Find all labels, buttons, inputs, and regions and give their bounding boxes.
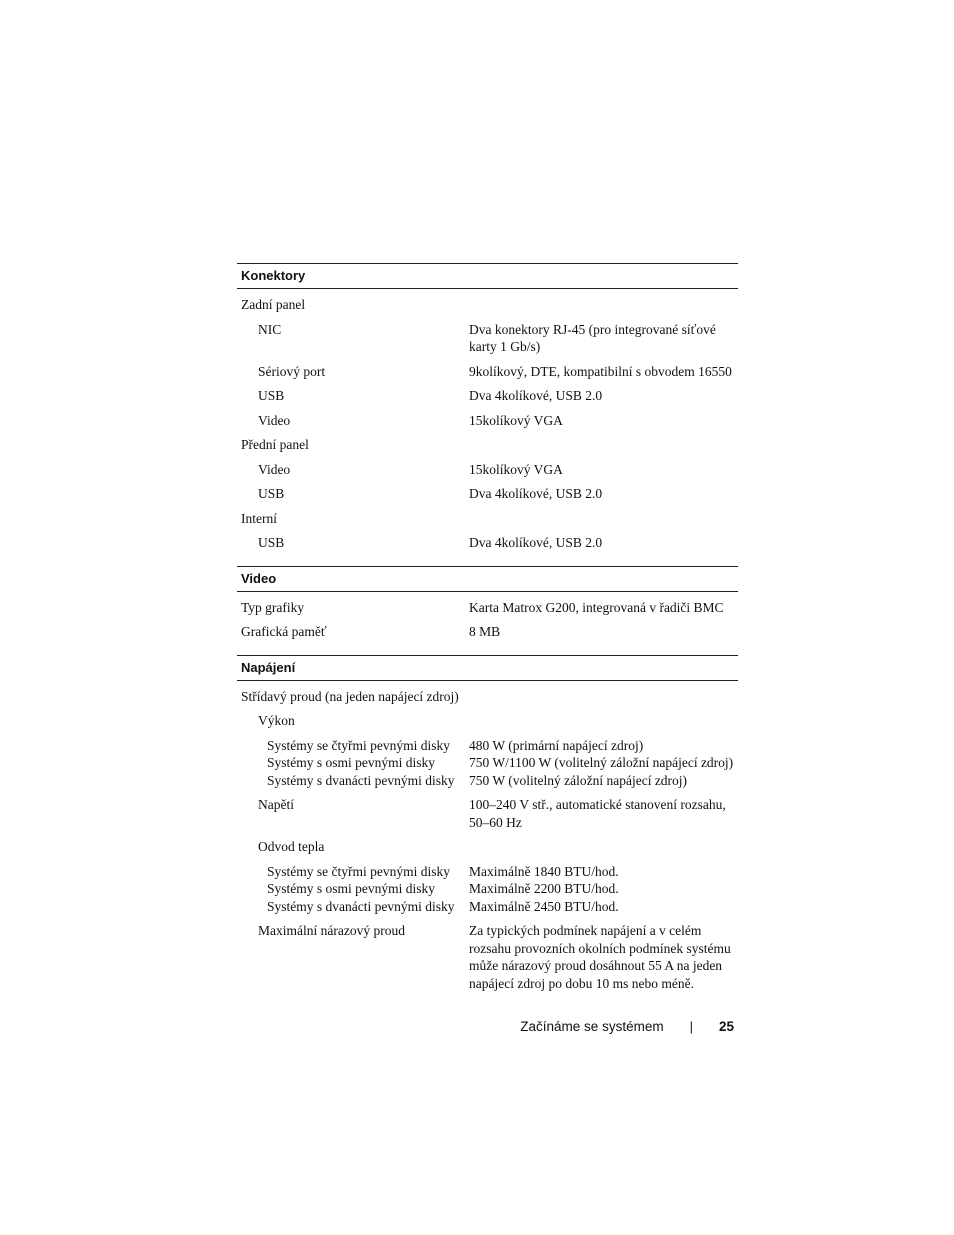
spec-row bbox=[237, 831, 738, 856]
spec-value bbox=[469, 387, 738, 405]
spec-value bbox=[469, 412, 738, 430]
spec-value-line: Dva 4kolíkové, USB 2.0 bbox=[469, 535, 603, 550]
spec-row bbox=[237, 754, 738, 772]
spec-row bbox=[237, 380, 738, 405]
spec-tables bbox=[237, 263, 738, 992]
spec-row bbox=[237, 880, 738, 898]
spec-label: NIC bbox=[258, 321, 282, 337]
spec-value-line: Maximálně 1840 BTU/hod. bbox=[469, 863, 619, 879]
spec-value bbox=[469, 772, 738, 790]
section-gap bbox=[237, 641, 738, 655]
spec-value-line: Karta Matrox G200, integrovaná v řadiči BMC bbox=[469, 599, 724, 615]
spec-label: Interní bbox=[241, 510, 277, 526]
spec-value bbox=[469, 321, 738, 356]
spec-row bbox=[237, 314, 738, 356]
spec-value bbox=[469, 436, 738, 454]
spec-value-line: Maximálně 2450 BTU/hod. bbox=[469, 898, 619, 914]
spec-value bbox=[469, 296, 738, 314]
spec-value-line: karty 1 Gb/s) bbox=[469, 339, 541, 354]
page-number: 25 bbox=[718, 1019, 734, 1034]
spec-row bbox=[237, 730, 738, 755]
spec-label: Střídavý proud (na jeden napájecí zdroj) bbox=[241, 688, 459, 704]
spec-label: Zadní panel bbox=[241, 297, 306, 312]
spec-value bbox=[469, 363, 738, 381]
spec-value bbox=[469, 796, 738, 831]
spec-row bbox=[237, 429, 738, 454]
spec-value-line: Dva konektory RJ-45 (pro integrované síťové bbox=[469, 321, 716, 337]
spec-row bbox=[237, 705, 738, 730]
spec-label: Video bbox=[258, 412, 291, 428]
spec-value bbox=[469, 838, 738, 856]
spec-label: Systémy se čtyřmi pevnými disky bbox=[267, 737, 450, 753]
spec-row bbox=[237, 898, 738, 916]
spec-label: Systémy s dvanácti pevnými disky bbox=[267, 898, 455, 914]
spec-label: USB bbox=[258, 486, 285, 501]
spec-value bbox=[469, 737, 738, 755]
spec-value-line: Za typických podmínek napájení a v celém bbox=[469, 923, 702, 938]
spec-value-line: 15kolíkový VGA bbox=[469, 461, 563, 477]
spec-label: USB bbox=[258, 535, 285, 550]
spec-value-line: 750 W (volitelný záložní napájecí zdroj) bbox=[469, 772, 688, 788]
spec-value-line: 750 W/1100 W (volitelný záložní napájecí zdroj) bbox=[469, 755, 734, 770]
spec-value bbox=[469, 510, 738, 528]
spec-row bbox=[237, 503, 738, 528]
section-heading: Video bbox=[237, 566, 738, 592]
spec-value bbox=[469, 863, 738, 881]
spec-row bbox=[237, 856, 738, 881]
spec-label: Maximální nárazový proud bbox=[258, 923, 405, 938]
spec-row bbox=[237, 356, 738, 381]
spec-label: Systémy se čtyřmi pevnými disky bbox=[267, 863, 450, 879]
spec-label: Sériový port bbox=[258, 363, 326, 379]
spec-label: Přední panel bbox=[241, 437, 309, 452]
spec-value bbox=[469, 534, 738, 552]
spec-label: Odvod tepla bbox=[258, 839, 325, 854]
spec-label: Napětí bbox=[258, 797, 294, 812]
spec-value-line: 15kolíkový VGA bbox=[469, 412, 563, 428]
spec-value-line: 9kolíkový, DTE, kompatibilní s obvodem 16550 bbox=[469, 363, 732, 379]
spec-value-line: rozsahu provozních okolních podmínek systému bbox=[469, 940, 731, 956]
spec-row bbox=[237, 789, 738, 831]
spec-value-line: 100–240 V stř., automatické stanovení rozsahu, bbox=[469, 797, 726, 812]
spec-value bbox=[469, 922, 738, 992]
spec-row bbox=[237, 478, 738, 503]
spec-value-line: Maximálně 2200 BTU/hod. bbox=[469, 881, 619, 896]
spec-row bbox=[237, 527, 738, 552]
spec-label: Video bbox=[258, 461, 291, 477]
spec-label: USB bbox=[258, 388, 285, 403]
spec-row bbox=[237, 915, 738, 992]
spec-value-line: může nárazový proud dosáhnout 55 A na jeden bbox=[469, 958, 723, 973]
spec-value-line: 480 W (primární napájecí zdroj) bbox=[469, 737, 644, 753]
section-gap bbox=[237, 552, 738, 566]
footer-chapter-title: Začínáme se systémem bbox=[520, 1019, 664, 1034]
spec-value bbox=[469, 898, 738, 916]
section-heading: Konektory bbox=[237, 263, 738, 289]
spec-row bbox=[237, 454, 738, 479]
spec-row bbox=[237, 772, 738, 790]
spec-row bbox=[237, 289, 738, 314]
spec-label: Grafická paměť bbox=[241, 624, 327, 639]
spec-row bbox=[237, 592, 738, 617]
spec-value-line: Dva 4kolíkové, USB 2.0 bbox=[469, 486, 603, 501]
spec-row bbox=[237, 681, 738, 706]
spec-label: Systémy s osmi pevnými disky bbox=[267, 881, 436, 896]
spec-value bbox=[469, 623, 738, 641]
spec-value-line: 8 MB bbox=[469, 624, 501, 639]
spec-label: Systémy s dvanácti pevnými disky bbox=[267, 772, 455, 788]
spec-value bbox=[469, 461, 738, 479]
section-heading: Napájení bbox=[237, 655, 738, 681]
spec-value-line: Dva 4kolíkové, USB 2.0 bbox=[469, 388, 603, 403]
spec-value-line: napájecí zdroj po dobu 10 ms nebo méně. bbox=[469, 975, 694, 991]
spec-label: Výkon bbox=[258, 713, 295, 728]
spec-value bbox=[469, 485, 738, 503]
spec-value bbox=[469, 599, 738, 617]
footer-separator: | bbox=[689, 1019, 693, 1034]
spec-label: Systémy s osmi pevnými disky bbox=[267, 755, 436, 770]
page-footer bbox=[500, 1019, 734, 1034]
spec-value-line: 50–60 Hz bbox=[469, 814, 522, 830]
spec-row bbox=[237, 616, 738, 641]
spec-value bbox=[469, 712, 738, 730]
spec-value bbox=[469, 880, 738, 898]
spec-value bbox=[469, 754, 738, 772]
spec-row bbox=[237, 405, 738, 430]
spec-label: Typ grafiky bbox=[241, 599, 305, 615]
